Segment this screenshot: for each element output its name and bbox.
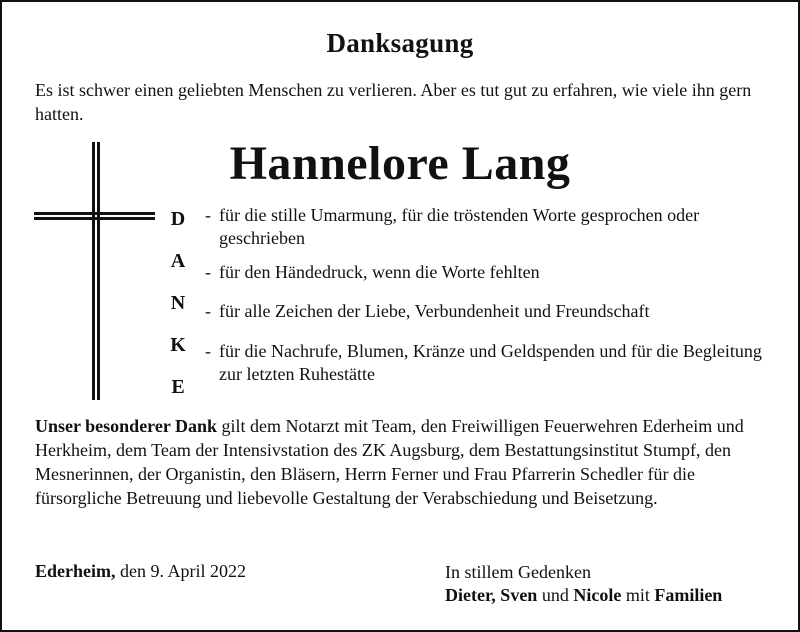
special-thanks-text: gilt dem Notarzt mit Team, den Freiwilligen Feuerwehren Ederheim und Herkheim, dem Team der Intensivstation des ZK Augsburg, dem Bestattungsinstitut Stumpf, den Mesnerinnen, der Organistin, den Bläsern, Herrn Ferner und Frau Pfarrerin Schedler für die fürsorgliche Betreuung und liebevolle Gestaltung der Verabschiedung und Beisetzung.	[35, 416, 744, 508]
dash-marker: -	[205, 262, 211, 282]
cross-icon	[34, 142, 154, 400]
danke-letter-k: K	[170, 334, 186, 356]
mourner-families: Familien	[654, 585, 723, 605]
dash-marker: -	[205, 341, 211, 361]
thanks-line-1	[205, 204, 765, 250]
notice-heading: Danksagung	[326, 28, 474, 58]
deceased-name: Hannelore Lang	[229, 137, 571, 190]
mourners-line	[445, 584, 722, 607]
special-thanks-paragraph	[35, 414, 767, 510]
thanks-line-text: für die Nachrufe, Blumen, Kränze und Geldspenden und für die Begleitung zur letzten Ruhestätte	[219, 341, 762, 384]
danke-letter-a: A	[170, 250, 186, 272]
special-thanks-lead: Unser besonderer Dank	[35, 416, 218, 436]
mourner-names-1: Dieter, Sven	[445, 585, 538, 605]
danke-letter-e: E	[171, 376, 185, 398]
intro-text: Es ist schwer einen geliebten Menschen zu verlieren. Aber es tut gut zu erfahren, wie viele ihn gern hatten.	[35, 80, 752, 124]
thanks-line-4	[205, 340, 765, 386]
place-town: Ederheim,	[35, 561, 116, 581]
thanks-line-3	[205, 300, 765, 323]
place-date	[35, 561, 246, 582]
signature-block	[445, 561, 722, 607]
thanks-line-text: für den Händedruck, wenn die Worte fehlten	[219, 262, 540, 282]
notice-date: den 9. April 2022	[115, 561, 246, 581]
danke-letter-d: D	[170, 208, 186, 230]
in-memory-line: In stillem Gedenken	[445, 562, 591, 582]
dash-marker: -	[205, 301, 211, 321]
danke-letter-n: N	[170, 292, 186, 314]
mourner-names-2: Nicole	[573, 585, 622, 605]
thanks-line-2	[205, 261, 765, 284]
dash-marker: -	[205, 205, 211, 225]
conjunction-und: und	[537, 585, 574, 605]
conjunction-mit: mit	[621, 585, 655, 605]
thanks-line-text: für alle Zeichen der Liebe, Verbundenheit und Freundschaft	[219, 301, 650, 321]
thanks-line-text: für die stille Umarmung, für die tröstenden Worte gesprochen oder geschrieben	[219, 205, 700, 248]
